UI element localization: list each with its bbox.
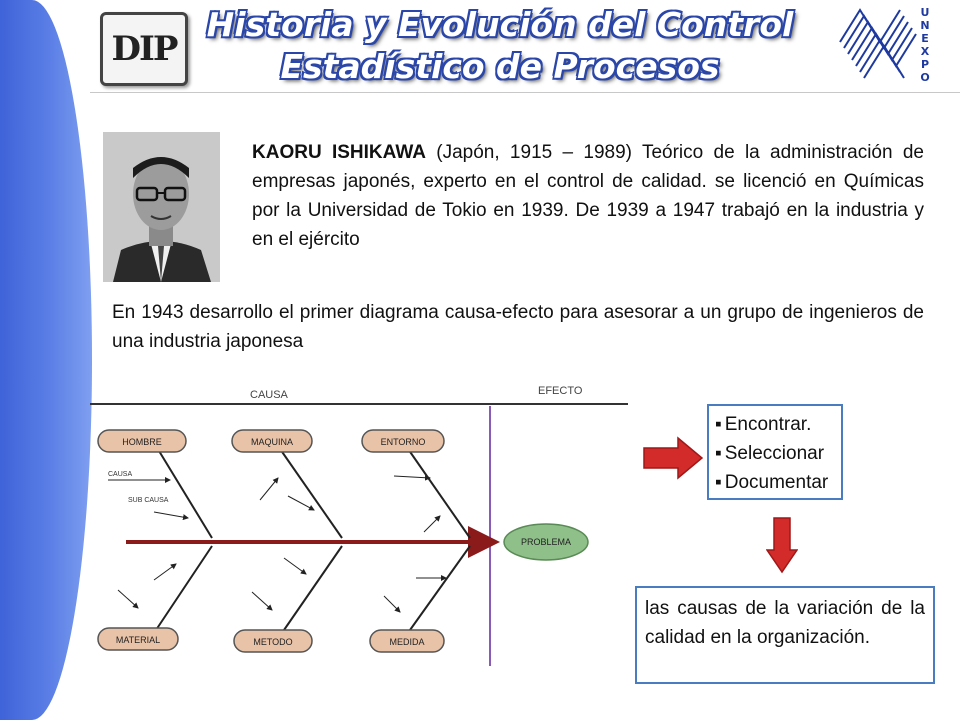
category-metodo: [234, 630, 312, 652]
list-item: ▪ Seleccionar: [715, 439, 841, 468]
svg-text:MATERIAL: MATERIAL: [115, 635, 161, 645]
svg-text:HOMBRE: HOMBRE: [122, 437, 162, 447]
actions-list: [707, 404, 843, 500]
biography-name: KAORU ISHIKAWA: [252, 142, 426, 163]
list-item: ▪ Encontrar.: [715, 410, 841, 439]
svg-text:MAQUINA: MAQUINA: [250, 437, 294, 447]
category-material: [98, 628, 178, 650]
dip-logo: DIP: [100, 12, 188, 86]
svg-text:ENTORNO: ENTORNO: [380, 437, 426, 447]
ishikawa-portrait: [103, 132, 220, 282]
category-medida: [370, 630, 444, 652]
side-decoration-band: [0, 0, 92, 720]
efecto-header: EFECTO: [538, 385, 583, 397]
category-entorno: [362, 430, 444, 452]
ishikawa-diagram: [88, 378, 648, 678]
page-title: [200, 4, 800, 88]
problem-node: [504, 524, 588, 560]
category-hombre: [98, 430, 186, 452]
arrow-down-icon: [766, 516, 798, 574]
cause-annotation: CAUSA: [108, 471, 133, 478]
category-maquina: [232, 430, 312, 452]
result-text-box: las causas de la variación de la calidad en la organización.: [635, 586, 935, 684]
list-item: ▪ Documentar: [715, 468, 841, 497]
arrow-right-icon: [642, 436, 704, 480]
title-line-2: Estadístico de Procesos: [280, 47, 720, 86]
svg-text:MEDIDA: MEDIDA: [389, 637, 425, 647]
unexpo-vertical-text: UNEXPO: [920, 6, 930, 84]
svg-text:METODO: METODO: [253, 637, 293, 647]
biography-text: [252, 138, 924, 254]
biography-body: (Japón, 1915 – 1989) Teórico de la administración de empresas japonés, experto en el control de calidad. se licenció en Químicas por la Universidad de Tokio en 1939. De 1939 a 1947 trabajó en la industria y en el ejército: [252, 142, 924, 250]
header-divider: [90, 92, 960, 93]
svg-text:PROBLEMA: PROBLEMA: [520, 537, 572, 547]
subcause-annotation: SUB CAUSA: [128, 497, 169, 504]
unexpo-logo-icon: [832, 4, 952, 88]
title-line-1: Historia y Evolución del Control: [206, 5, 794, 44]
causa-header: CAUSA: [250, 389, 288, 401]
history-paragraph: En 1943 desarrollo el primer diagrama causa-efecto para asesorar a un grupo de ingenieros de una industria japonesa: [112, 302, 924, 352]
